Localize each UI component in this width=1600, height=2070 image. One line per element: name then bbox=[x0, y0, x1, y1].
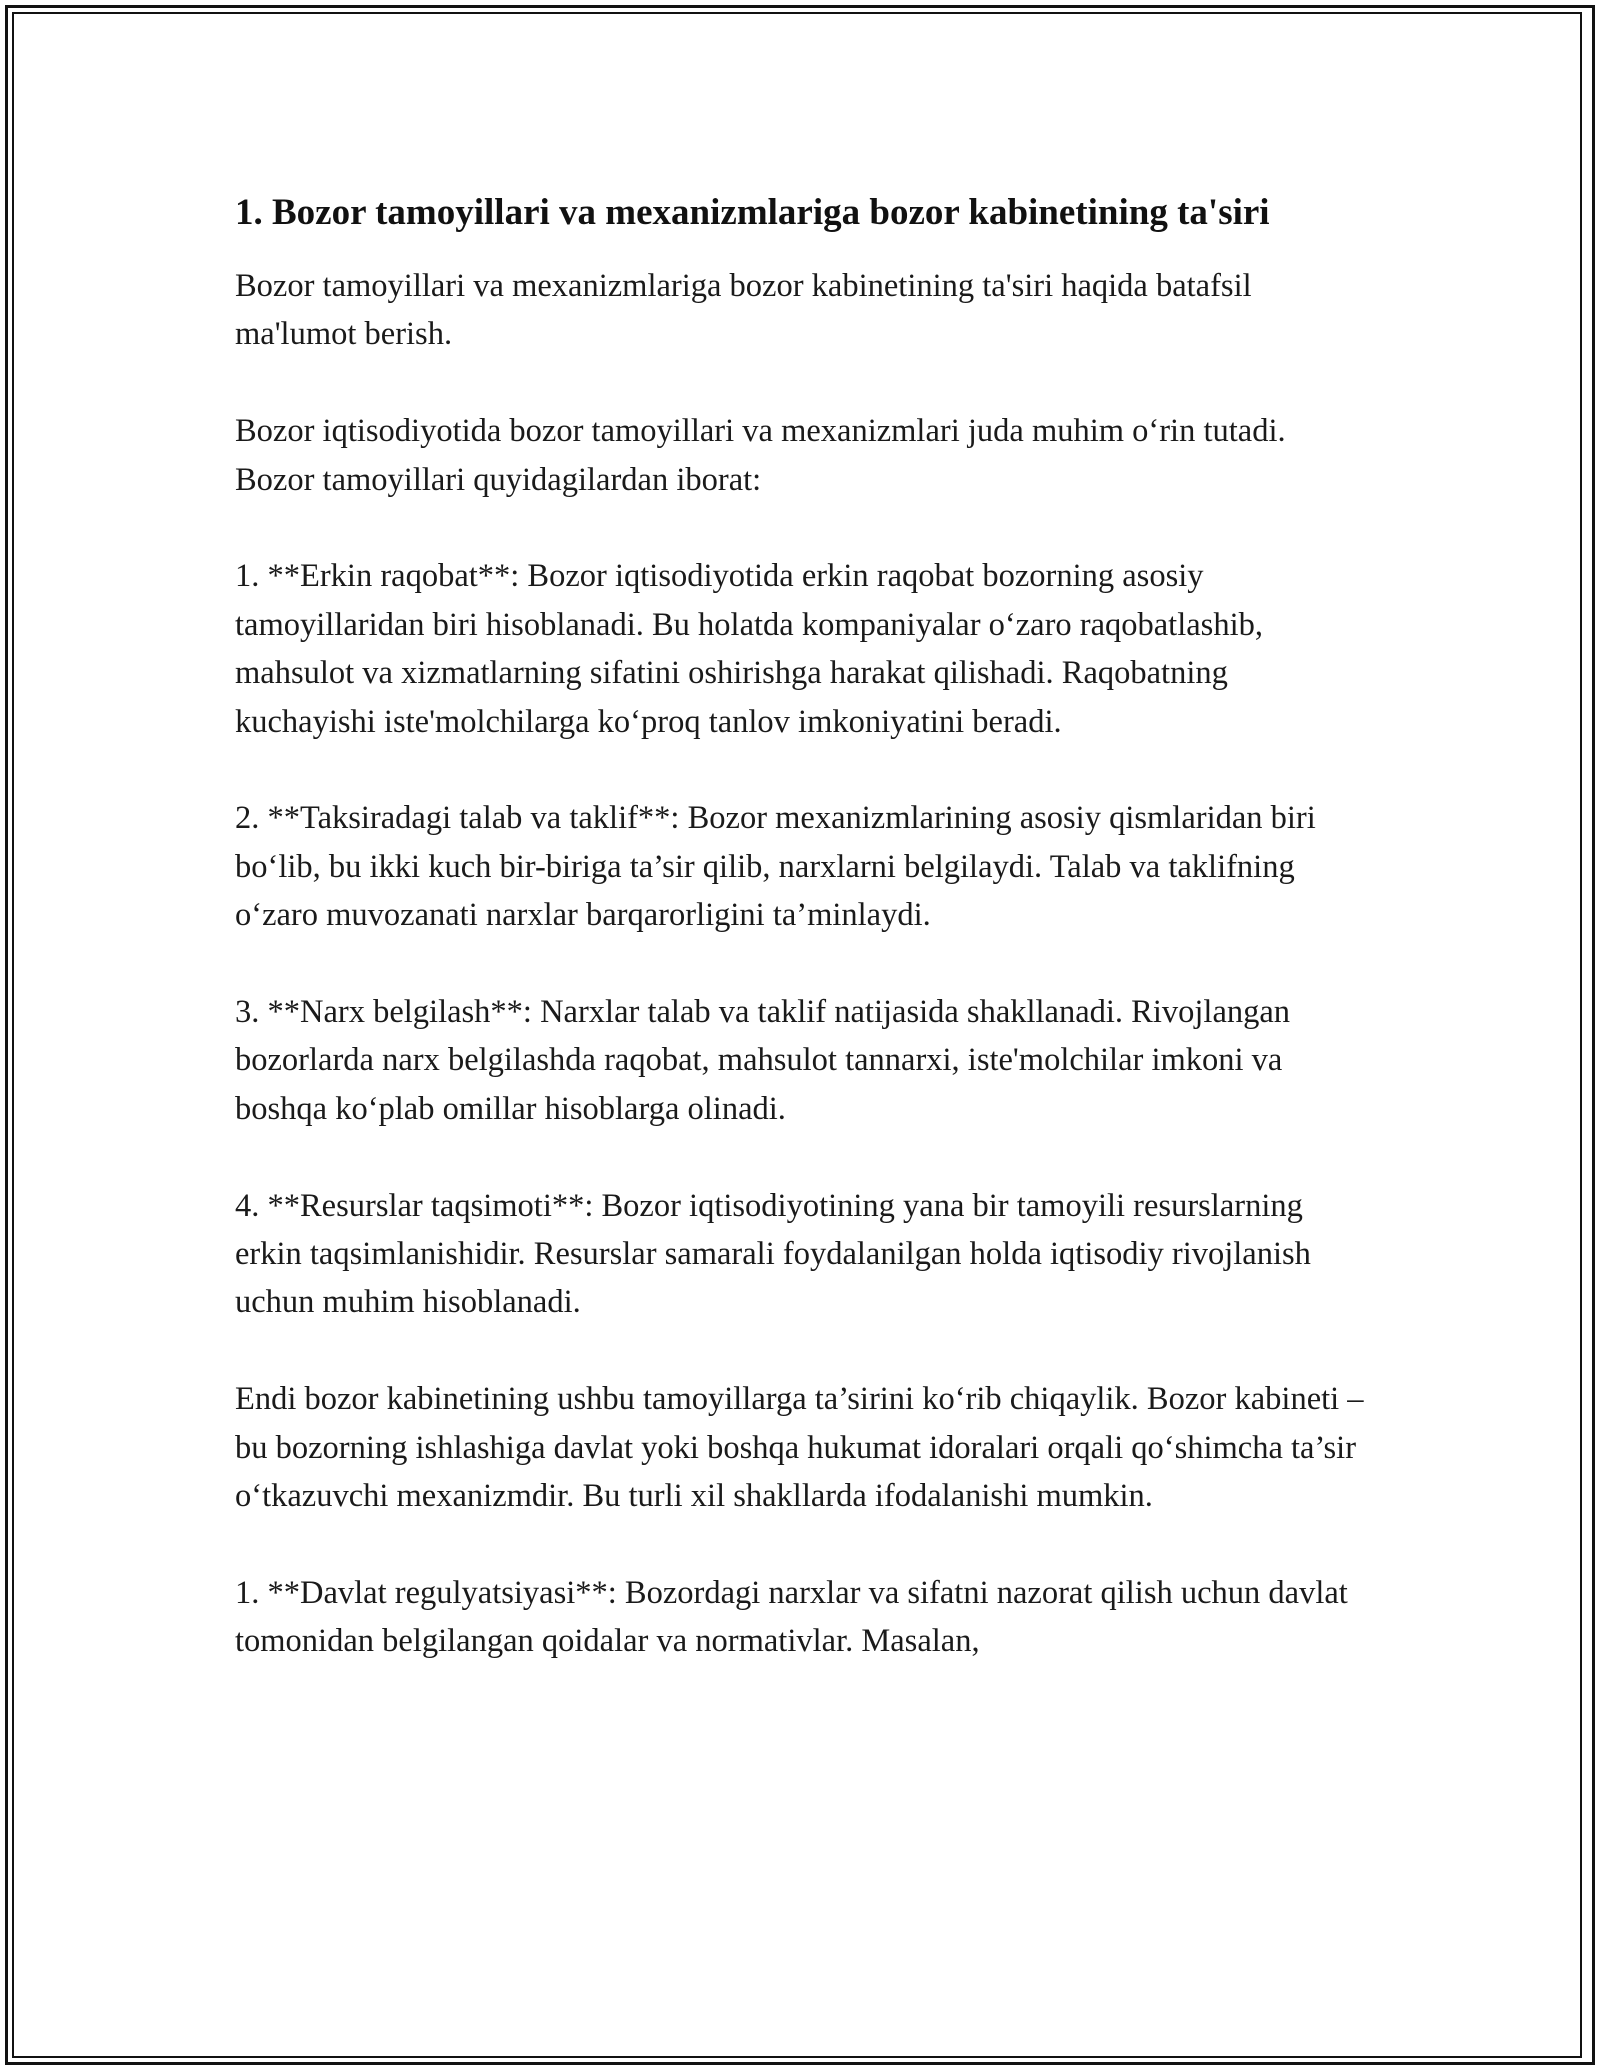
principle-supply-demand: 2. **Taksiradagi talab va taklif**: Bozor mexanizmlarining asosiy qismlaridan biri bo‘lib, bu ikki kuch bir-biriga ta’sir qilib, narxlarni belgilaydi. Talab va taklifning o‘zaro muvozanati narxlar barqarorligini ta’minlaydi. bbox=[235, 800, 1316, 934]
document-body bbox=[235, 185, 1365, 1714]
principle-pricing: 3. **Narx belgilash**: Narxlar talab va taklif natijasida shakllanadi. Rivojlangan bozorlarda narx belgilashda raqobat, mahsulot tannarxi, iste'molchilar imkoni va boshqa ko‘plab omillar hisoblarga olinadi. bbox=[235, 994, 1291, 1127]
principle-resource-allocation: 4. **Resurslar taqsimoti**: Bozor iqtisodiyotining yana bir tamoyili resurslarning erkin taqsimlanishidir. Resurslar samarali foydalanilgan holda iqtisodiy rivojlanish uchun muhim hisoblanadi. bbox=[235, 1187, 1311, 1321]
principle-free-competition: 1. **Erkin raqobat**: Bozor iqtisodiyotida erkin raqobat bozorning asosiy tamoyillaridan biri hisoblanadi. Bu holatda kompaniyalar o‘zaro raqobatlashib, mahsulot va xizmatlarning sifatini oshirishga harakat qilishadi. Raqobatning kuchayishi iste'molchilarga ko‘proq tanlov imkoniyatini beradi. bbox=[235, 558, 1263, 740]
document-title: 1. Bozor tamoyillari va mexanizmlariga bozor kabinetining ta'siri bbox=[235, 192, 1270, 233]
state-regulation-paragraph: 1. **Davlat regulyatsiyasi**: Bozordagi narxlar va sifatni nazorat qilish uchun davlat tomonidan belgilangan qoidalar va normativlar. Masalan, bbox=[235, 1574, 1348, 1660]
market-cabinet-paragraph: Endi bozor kabinetining ushbu tamoyillarga ta’sirini ko‘rib chiqaylik. Bozor kabineti – bu bozorning ishlashiga davlat yoki boshqa hukumat idoralari orqali qo‘shimcha ta’sir o‘tkazuvchi mexanizmdir. Bu turli xil shakllarda ifodalanishi mumkin. bbox=[235, 1381, 1364, 1515]
intro-paragraph: Bozor tamoyillari va mexanizmlariga bozor kabinetining ta'siri haqida batafsil ma'lumot berish. bbox=[235, 268, 1252, 353]
principles-intro-paragraph: Bozor iqtisodiyotida bozor tamoyillari va mexanizmlari juda muhim o‘rin tutadi. Bozor tamoyillari quyidagilardan iborat: bbox=[235, 413, 1286, 498]
